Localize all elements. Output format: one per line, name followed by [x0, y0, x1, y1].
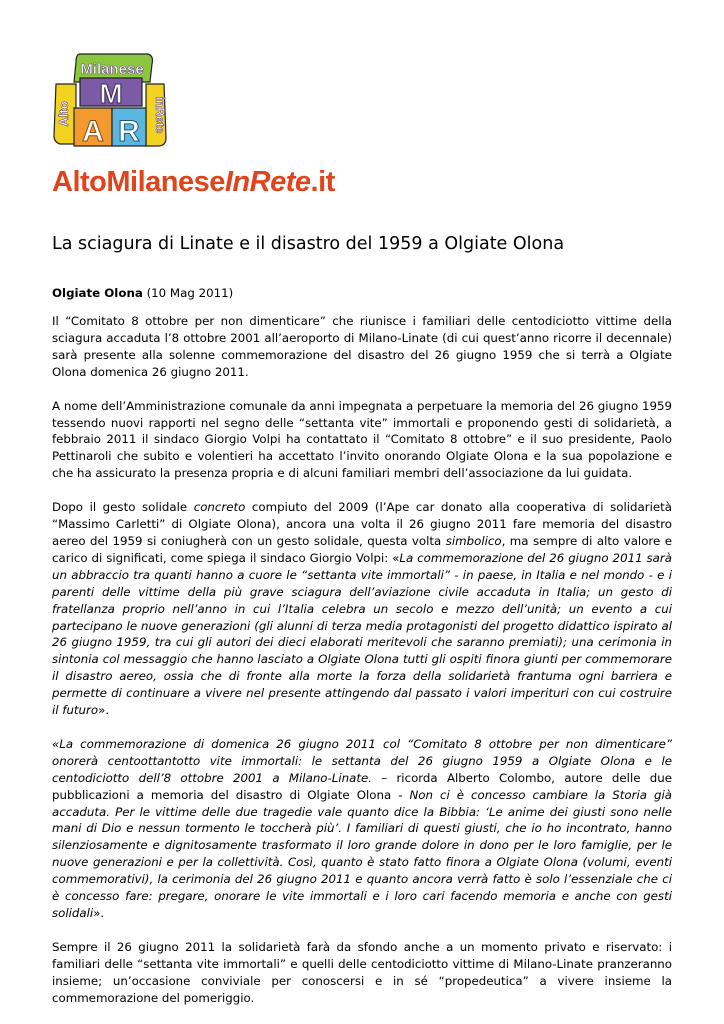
byline-place: Olgiate Olona [52, 286, 143, 300]
p3-quote: La commemorazione del 26 giugno 2011 sarà un abbraccio tra quanti hanno a cuore le “settanta vite immortali” - in paese, in Italia e nel mondo - e i parenti delle vittime della più grave sciagura dell’aviazione civile accaduta in Italia; un gesto di fratellanza proprio nell’anno in cui l’Italia celebra un secolo e mezzo dell’unità; un evento a cui partecipano le nuove generazioni (gli alunni di terza media protagonisti del progetto didattico ispirato al 26 giugno 1959, tra cui gli autori dei dieci elaborati meritevoli che saranno premiati); una cerimonia in sintonia col messaggio che hanno lasciato a Olgiate Olona tutti gli ospiti finora giunti per commemorare il disastro aereo, ossia che di fronte alla morte la forza della solidarietà frantuma ogni barriera e permette di continuare a vivere nel presente attingendo dal passato i valori imperituri con cui costruire il futuro [52, 550, 672, 718]
logo-ring-left: Alto [56, 101, 71, 127]
p3-text-a: Dopo il gesto solidale [52, 500, 194, 515]
p4-text-b: – ricorda Alberto Colombo, autore delle due pubblicazioni a memoria del disastro di Olgiate Olona - [52, 770, 672, 802]
paragraph-4 [52, 736, 672, 922]
site-brand[interactable] [52, 166, 335, 199]
paragraph-5: Sempre il 26 giugno 2011 la solidarietà farà da sfondo anche a un momento privato e riservato: i familiari delle “settanta vite immortali” e quelli delle centodiciotto vittime di Milano-Linate pranzeranno insieme; un’occasione conviviale per conoscersi e in sé “propedeutica” a vivere insieme la commemorazione del pomeriggio. [52, 939, 672, 1005]
logo-ring-top: Milanese [80, 61, 144, 78]
p4-quote-a: «La commemorazione di domenica 26 giugno 2011 col “Comitato 8 ottobre per non dimenticare” onorerà centoottantotto vite immortali: le settanta del 26 giugno 1959 a Olgiate Olona e le centodiciotto dell’8 ottobre 2001 a Milano-Linate. [52, 736, 672, 785]
byline-date: (10 Mag 2011) [146, 286, 234, 300]
article-byline [52, 286, 233, 300]
p3-text-c: compiuto del 2009 (l’Ape car donato alla cooperativa di solidarietà “Massimo Carletti” di Olgiate Olona), ancora una volta il 26 giugno 2011 fare memoria del disastro aereo del 1959 si coniugherà con un gesto solidale, questa volta [52, 500, 673, 548]
brand-suffix: .it [310, 166, 335, 198]
p3-text-g: ». [98, 703, 110, 718]
logo-letter-m: M [99, 78, 123, 109]
paragraph-3 [52, 499, 672, 719]
logo-letter-a: A [82, 115, 104, 148]
article-title: La sciagura di Linate e il disastro del 1959 a Olgiate Olona [52, 234, 565, 254]
article-body [52, 313, 672, 1007]
puzzle-logo-icon [50, 48, 170, 153]
p3-text-e: , ma sempre di alto valore e carico di significati, come spiega il sindaco Giorgio Volpi: « [52, 533, 672, 565]
paragraph-1: Il “Comitato 8 ottobre per non dimenticare” che riunisce i familiari delle centodiciotto vittime della sciagura accaduta l’8 ottobre 2001 all’aeroporto di Milano-Linate (di cui quest’anno ricorre il decennale) sarà presente alla solenne commemorazione del disastro del 26 giugno 1959 che si terrà a Olgiate Olona domenica 26 giugno 2011. [52, 314, 672, 379]
brand-italic: InRete [224, 166, 311, 198]
logo-letter-r: R [118, 115, 140, 148]
p3-italic-b: concreto [193, 500, 246, 515]
paragraph-2: A nome dell’Amministrazione comunale da anni impegnata a perpetuare la memoria del 26 giugno 1959 tessendo nuovi rapporti nel segno delle “settanta vite” immortali e proponendo gesti di solidarietà, a febbraio 2011 il sindaco Giorgio Volpi ha contattato il “Comitato 8 ottobre” e il suo presidente, Paolo Pettinaroli che subito e volentieri ha accettato l’invito onorando Olgiate Olona e la sua popolazione e che ha assicurato la presenza propria e di alcuni familiari membri dell’associazione da lui guidata. [52, 398, 672, 481]
p3-italic-d: simbolico [445, 533, 502, 548]
logo-ring-right: inRete [153, 96, 167, 134]
brand-main: AltoMilanese [52, 166, 225, 198]
p4-quote-c: Non ci è concesso cambiare la Storia già accaduta. Per le vittime delle due tragedie vale quanto dice la Bibbia: ‘Le anime dei giusti sono nelle mani di Dio e nessun tormento le toccherà più’. I familiari di questi giusti, che io ho incontrato, hanno silenziosamente e dignitosamente trasformato il loro grande dolore in dono per le loro famiglie, per le nuove generazioni e per la collettività. Così, quanto è stato fatto finora a Olgiate Olona (volumi, eventi commemorativi), la cerimonia del 26 giugno 2011 e quanto ancora verrà fatto è solo l’essenziale che ci è concesso fare: pregare, onorare le vite immortali e i loro cari facendo memoria e anche con gesti solidali [52, 787, 672, 920]
p4-text-d: ». [93, 906, 105, 920]
